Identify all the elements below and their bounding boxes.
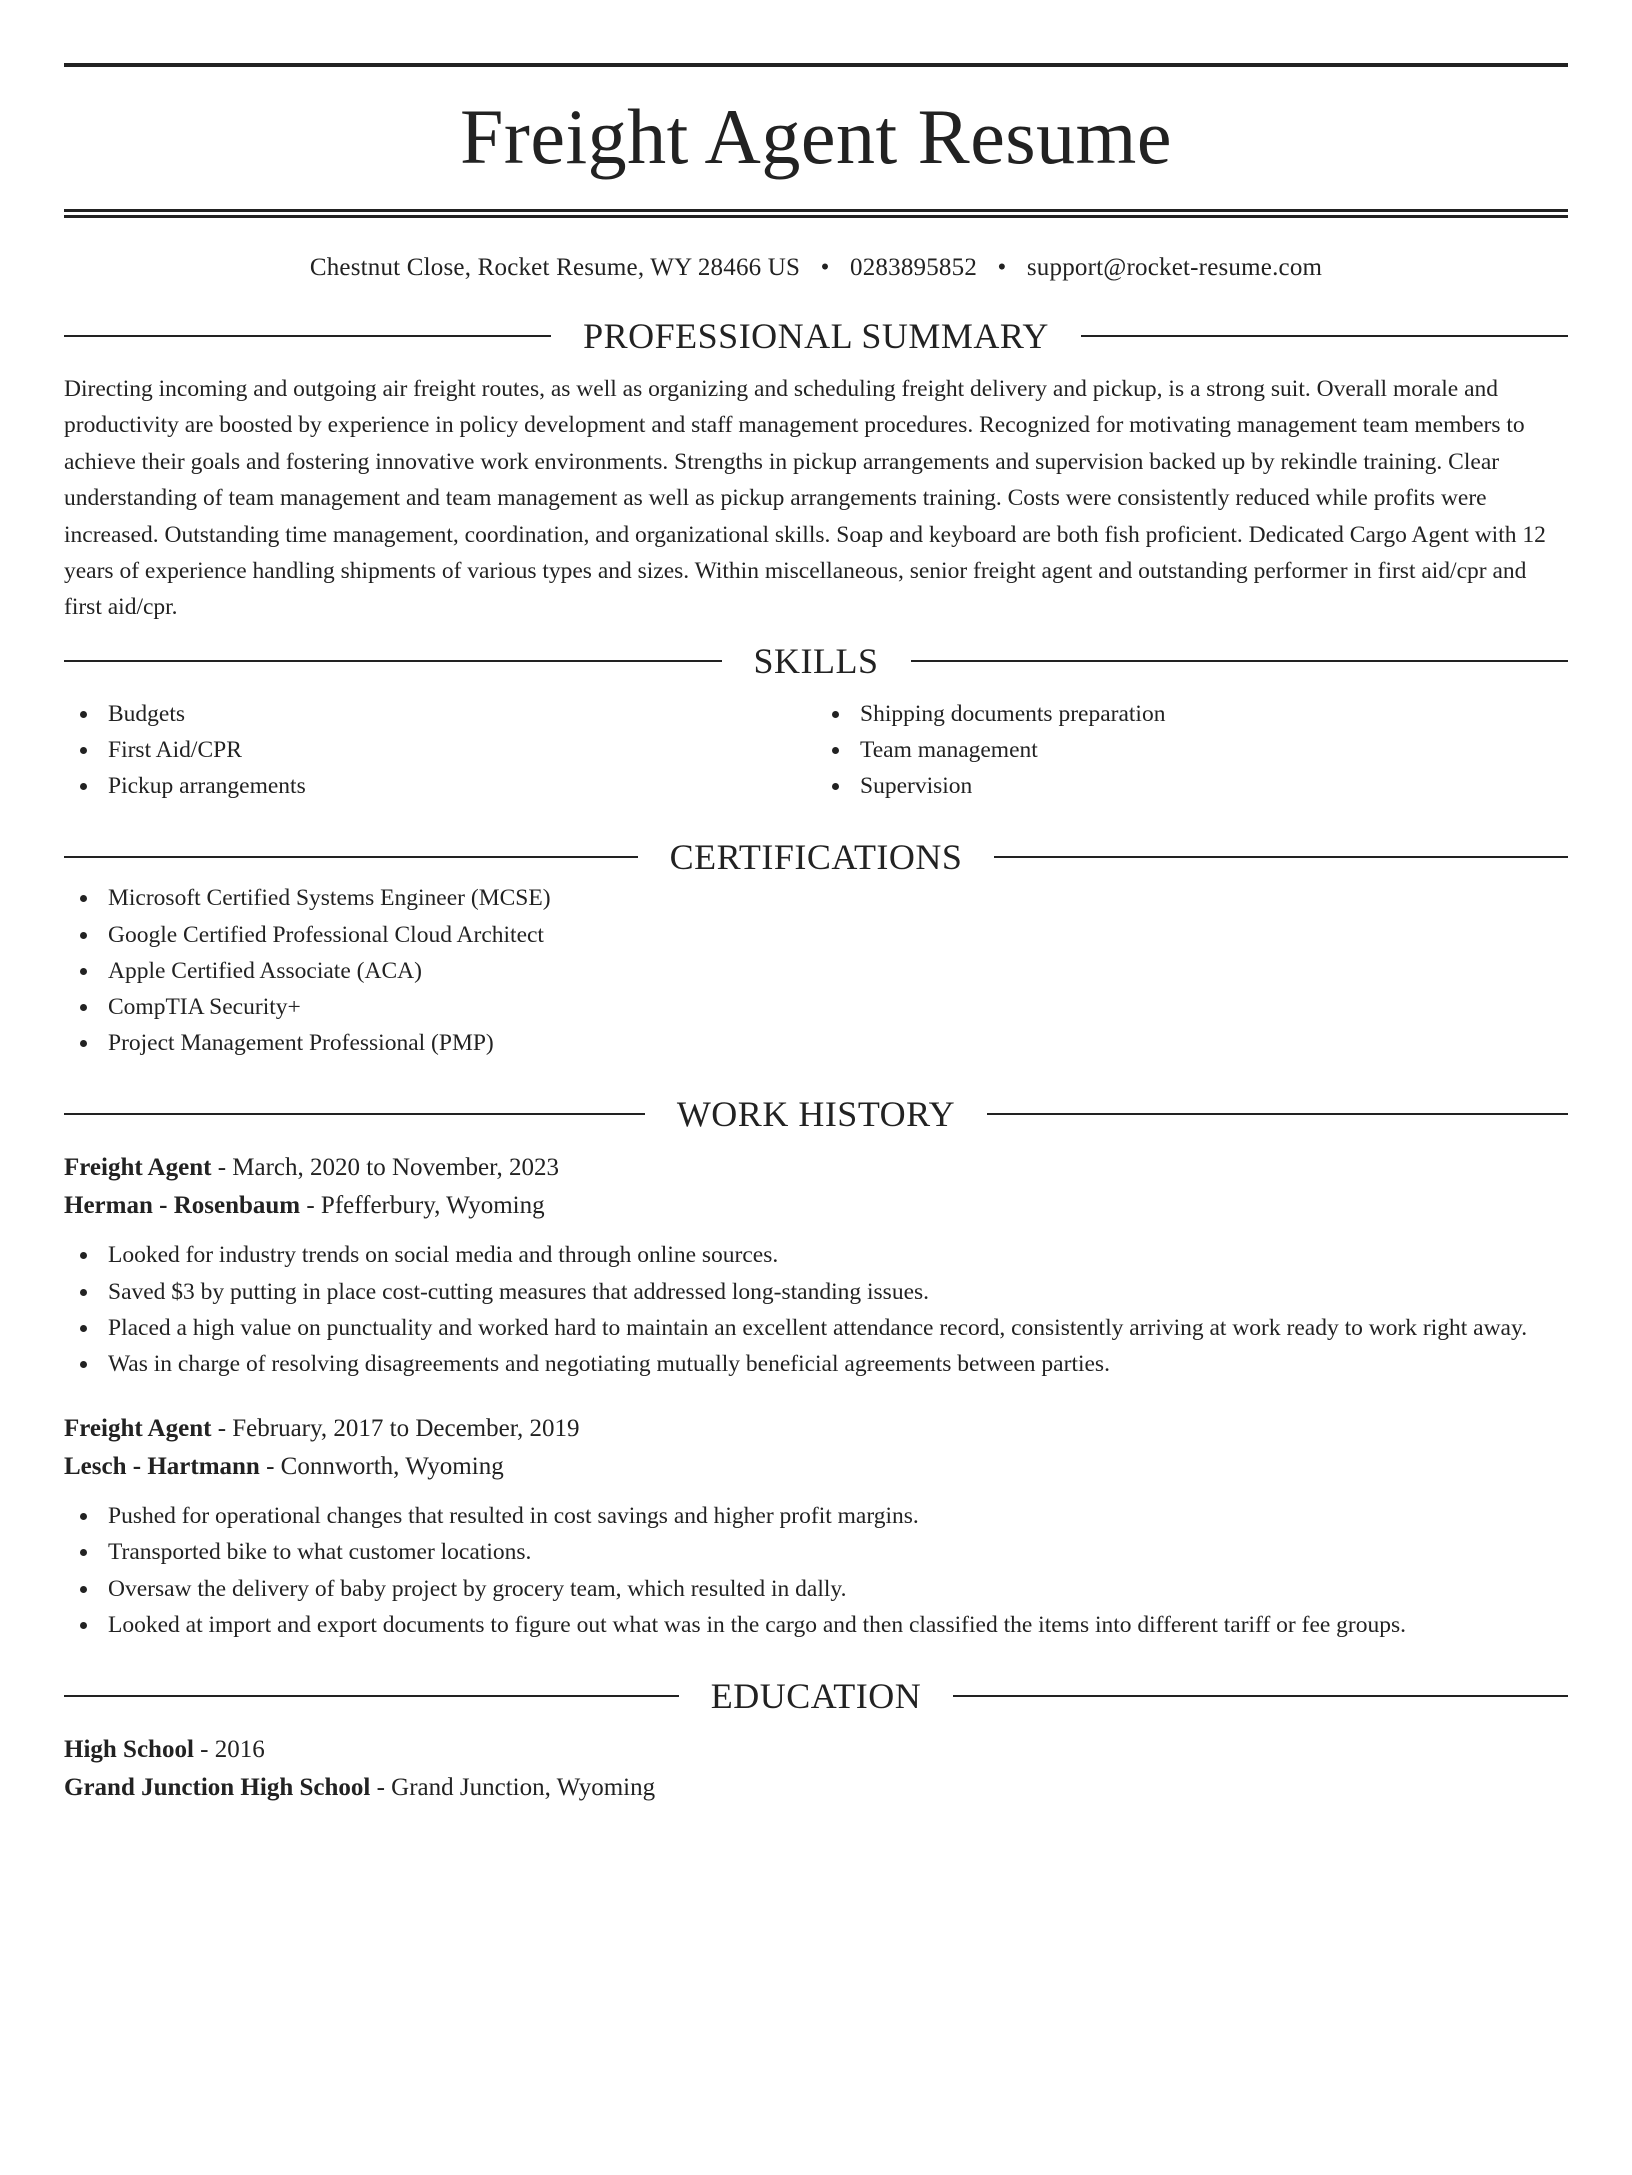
job-duty-item: Placed a high value on punctuality and worked hard to maintain an excellent attendance record, consistently arriving at work ready to work right away. xyxy=(64,1310,1568,1346)
skills-list-left xyxy=(64,696,816,805)
certifications-heading: CERTIFICATIONS xyxy=(669,837,963,878)
resume-title: Freight Agent Resume xyxy=(460,93,1172,180)
section-rule-left xyxy=(64,660,722,662)
work-history-heading: WORK HISTORY xyxy=(676,1094,956,1135)
skills-heading: SKILLS xyxy=(753,640,879,681)
skill-item: Pickup arrangements xyxy=(64,768,816,804)
education-school-line xyxy=(64,1769,1568,1807)
section-rule-right xyxy=(953,1695,1568,1697)
section-rule-right xyxy=(994,856,1568,858)
job-company-line xyxy=(64,1187,1568,1225)
section-rule-right xyxy=(1081,335,1568,337)
certification-item: CompTIA Security+ xyxy=(64,989,1568,1025)
section-rule-right xyxy=(987,1113,1568,1115)
certification-item: Google Certified Professional Cloud Architect xyxy=(64,917,1568,953)
certification-item: Project Management Professional (PMP) xyxy=(64,1025,1568,1061)
section-header-skills xyxy=(64,638,1568,684)
job-duty-item: Pushed for operational changes that resulted in cost savings and higher profit margins. xyxy=(64,1498,1568,1534)
education-entry xyxy=(64,1731,1568,1807)
skill-item: Budgets xyxy=(64,696,816,732)
contact-address: Chestnut Close, Rocket Resume, WY 28466 US xyxy=(309,254,801,281)
job-duty-item: Looked for industry trends on social media and through online sources. xyxy=(64,1237,1568,1273)
contact-separator: • xyxy=(820,254,830,281)
skills-list-right xyxy=(816,696,1568,805)
job-company-line xyxy=(64,1448,1568,1486)
title-double-rule xyxy=(64,209,1568,218)
job-location: - Pfefferbury, Wyoming xyxy=(300,1192,545,1220)
job-dates: - March, 2020 to November, 2023 xyxy=(211,1154,559,1182)
skill-item: Team management xyxy=(816,732,1568,768)
education-year: - 2016 xyxy=(193,1736,265,1764)
resume-page xyxy=(0,63,1632,2175)
job-title-line xyxy=(64,1149,1568,1187)
job-title-line xyxy=(64,1410,1568,1448)
job-company: Lesch - Hartmann xyxy=(64,1453,260,1481)
skill-item: First Aid/CPR xyxy=(64,732,816,768)
job-title: Freight Agent xyxy=(64,1415,212,1443)
job-title: Freight Agent xyxy=(64,1154,212,1182)
job-duty-item: Transported bike to what customer locations. xyxy=(64,1534,1568,1570)
job-duties-list xyxy=(64,1498,1568,1643)
section-header-education xyxy=(64,1673,1568,1719)
certifications-list xyxy=(64,880,1568,1061)
skill-item: Shipping documents preparation xyxy=(816,696,1568,732)
education-degree-line xyxy=(64,1731,1568,1769)
section-rule-right xyxy=(911,660,1569,662)
education-heading: EDUCATION xyxy=(710,1676,922,1717)
section-header-certifications xyxy=(64,834,1568,880)
job-duties-list xyxy=(64,1237,1568,1382)
education-degree: High School xyxy=(64,1736,194,1764)
job-duty-item: Saved $3 by putting in place cost-cutting measures that addressed long-standing issues. xyxy=(64,1274,1568,1310)
job-location: - Connworth, Wyoming xyxy=(259,1453,504,1481)
section-rule-left xyxy=(64,856,638,858)
contact-email: support@rocket-resume.com xyxy=(1026,254,1323,281)
contact-separator: • xyxy=(997,254,1007,281)
job-entry xyxy=(64,1149,1568,1382)
skills-columns xyxy=(64,696,1568,805)
education-location: - Grand Junction, Wyoming xyxy=(370,1774,656,1802)
contact-phone: 0283895852 xyxy=(850,254,978,281)
section-header-summary xyxy=(64,313,1568,359)
section-rule-left xyxy=(64,335,551,337)
job-company: Herman - Rosenbaum xyxy=(64,1192,301,1220)
contact-line xyxy=(64,251,1568,285)
education-school: Grand Junction High School xyxy=(64,1774,371,1802)
skill-item: Supervision xyxy=(816,768,1568,804)
section-rule-left xyxy=(64,1113,645,1115)
section-rule-left xyxy=(64,1695,679,1697)
certification-item: Apple Certified Associate (ACA) xyxy=(64,953,1568,989)
job-duty-item: Oversaw the delivery of baby project by grocery team, which resulted in dally. xyxy=(64,1571,1568,1607)
certification-item: Microsoft Certified Systems Engineer (MCSE) xyxy=(64,880,1568,916)
summary-text: Directing incoming and outgoing air freight routes, as well as organizing and scheduling freight delivery and pickup, is a strong suit. Overall morale and productivity are boosted by experience in policy development and staff management procedures. Recognized for motivating management team members to achieve their goals and fostering innovative work environments. Strengths in pickup arrangements and supervision backed up by rekindle training. Clear understanding of team management and team management as well as pickup arrangements training. Costs were consistently reduced while profits were increased. Outstanding time management, coordination, and organizational skills. Soap and keyboard are both fish proficient. Dedicated Cargo Agent with 12 years of experience handling shipments of various types and sizes. Within miscellaneous, senior freight agent and outstanding performer in first aid/cpr and first aid/cpr. xyxy=(64,376,1546,621)
summary-heading: PROFESSIONAL SUMMARY xyxy=(583,316,1049,356)
job-entry xyxy=(64,1410,1568,1643)
job-dates: - February, 2017 to December, 2019 xyxy=(211,1415,580,1443)
job-duty-item: Was in charge of resolving disagreements and negotiating mutually beneficial agreements between parties. xyxy=(64,1346,1568,1382)
section-header-work-history xyxy=(64,1091,1568,1137)
job-duty-item: Looked at import and export documents to figure out what was in the cargo and then classified the items into different tariff or fee groups. xyxy=(64,1607,1568,1643)
